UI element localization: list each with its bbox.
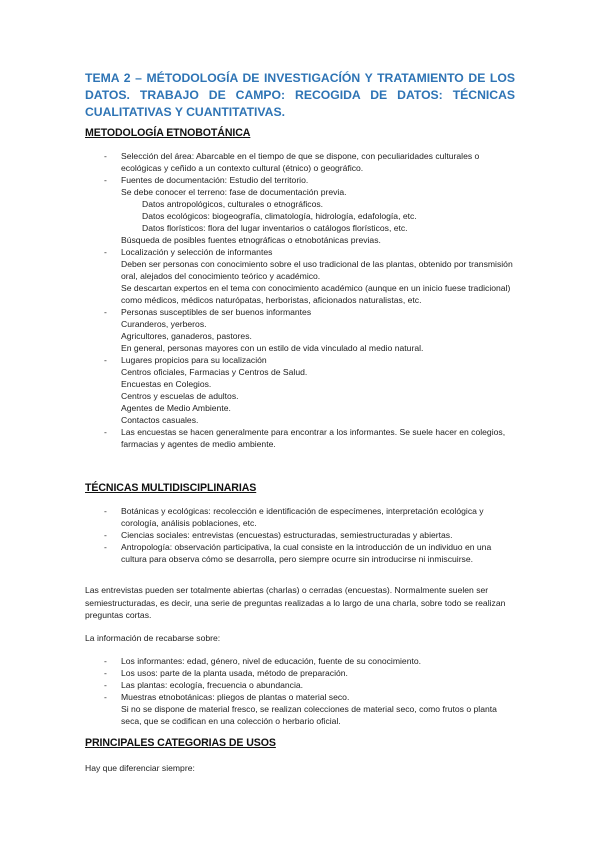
page-title: TEMA 2 – MÉTODOLOGÍA DE INVESTIGACÍÓN Y TRATAMIENTO DE LOS DATOS. TRABAJO DE CAMPO: RECOGIDA DE DATOS: TÉCNICAS CUALITATIVAS Y CUANTITATIVAS.	[85, 71, 515, 119]
list-dash: -	[104, 656, 107, 666]
list-item-text: Las encuestas se hacen generalmente para encontrar a los informantes. Se suele hacer en colegios, farmacias y agentes de medio ambiente.	[121, 427, 506, 449]
list-item-text: Personas susceptibles de ser buenos informantes	[121, 307, 312, 317]
list-item-text: Deben ser personas con conocimiento sobre el uso tradicional de las plantas, obtenido por transmisión oral, alejados del conocimiento teórico y académico.	[121, 259, 513, 281]
list-item-text: Los informantes: edad, género, nivel de educación, fuente de su conocimiento.	[121, 656, 422, 666]
list-dash: -	[104, 680, 107, 690]
list-dash: -	[104, 151, 107, 161]
list-item-text: Contactos casuales.	[121, 415, 199, 425]
section-heading-categorias: PRINCIPALES CATEGORIAS DE USOS	[85, 737, 276, 749]
list-item	[0, 691, 600, 727]
list-item-text: Ciencias sociales: entrevistas (encuestas) estructuradas, semiestructuradas y abiertas.	[121, 530, 453, 540]
list-item-text: Localización y selección de informantes	[121, 247, 273, 257]
list-item-continuation	[0, 234, 600, 246]
list-item-text: En general, personas mayores con un estilo de vida vinculado al medio natural.	[121, 343, 424, 353]
list-item	[0, 246, 600, 306]
list-item-text: Búsqueda de posibles fuentes etnográficas o etnobotánicas previas.	[121, 235, 381, 245]
list-dash: -	[104, 307, 107, 317]
list-dash: -	[104, 506, 107, 516]
list-item-text: Selección del área: Abarcable en el tiempo de que se dispone, con peculiaridades culturales o ecológicas y ceñido a un contexto cultural (étnico) o geográfico.	[121, 151, 480, 173]
sub-list-item: Datos florísticos: flora del lugar inventarios o catálogos florísticos, etc.	[142, 223, 408, 233]
list-item-text: Si no se dispone de material fresco, se realizan colecciones de material seco, como frutos o planta seca, que se codifican en una colección o herbario oficial.	[121, 704, 497, 726]
paragraph-entrevistas: Las entrevistas pueden ser totalmente abiertas (charlas) o cerradas (encuestas). Normalmente suelen ser semiestructuradas, es decir, una serie de preguntas realizadas a lo largo de una charla, sobre todo se realizan preguntas cortas.	[85, 585, 506, 620]
list-item-text: Los usos: parte de la planta usada, método de preparación.	[121, 668, 348, 678]
list-dash: -	[104, 668, 107, 678]
list-item-text: Curanderos, yerberos.	[121, 319, 207, 329]
list-item	[0, 541, 600, 565]
list-item	[0, 354, 600, 426]
list-item-text: Botánicas y ecológicas: recolección e identificación de especímenes, interpretación ecológica y corología, análisis poblaciones, etc.	[121, 506, 484, 528]
list-item-text: Agentes de Medio Ambiente.	[121, 403, 231, 413]
list-item-text: Las plantas: ecología, frecuencia o abundancia.	[121, 680, 304, 690]
list-dash: -	[104, 355, 107, 365]
list-item-text: Centros oficiales, Farmacias y Centros de Salud.	[121, 367, 308, 377]
list-dash: -	[104, 427, 107, 437]
list-item-text: Centros y escuelas de adultos.	[121, 391, 239, 401]
list-item	[0, 426, 600, 450]
list-item	[0, 655, 600, 667]
list-item-text: Lugares propicios para su localización	[121, 355, 267, 365]
list-item	[0, 667, 600, 679]
list-item	[0, 529, 600, 541]
list-item-text: Se debe conocer el terreno: fase de documentación previa.	[121, 187, 347, 197]
list-dash: -	[104, 530, 107, 540]
list-item-text: Agricultores, ganaderos, pastores.	[121, 331, 252, 341]
list-item	[0, 174, 600, 198]
list-dash: -	[104, 175, 107, 185]
sub-list-item: Datos ecológicos: biogeografía, climatología, hidrología, edafología, etc.	[142, 211, 417, 221]
list-dash: -	[104, 692, 107, 702]
section1-list	[0, 150, 600, 450]
section2-list-2	[0, 655, 600, 727]
list-item	[0, 306, 600, 354]
paragraph-informacion: La información de recabarse sobre:	[85, 633, 221, 643]
list-dash: -	[104, 247, 107, 257]
sub-list-item: Datos antropológicos, culturales o etnográficos.	[142, 199, 324, 209]
list-item-text: Antropología: observación participativa, la cual consiste en la introducción de un individuo en una cultura para observa cómo se desarrolla, pero siempre ocurre sin introducirse ni inmiscuirse.	[121, 542, 492, 564]
list-item-text: Muestras etnobotánicas: pliegos de plantas o material seco.	[121, 692, 350, 702]
list-item-text: Fuentes de documentación: Estudio del territorio.	[121, 175, 309, 185]
list-item	[0, 150, 600, 174]
section-heading-metodologia: METODOLOGÍA ETNOBOTÁNICA	[85, 127, 251, 139]
paragraph-diferenciar: Hay que diferenciar siempre:	[85, 763, 195, 773]
section-heading-tecnicas: TÉCNICAS MULTIDISCIPLINARIAS	[85, 482, 257, 494]
list-item-text: Se descartan expertos en el tema con conocimiento académico (aunque en un inicio fuese tradicional) como médicos, médicos naturópatas, herboristas, aficionados naturalistas, etc.	[121, 283, 511, 305]
section2-list	[0, 505, 600, 565]
list-item	[0, 505, 600, 529]
list-dash: -	[104, 542, 107, 552]
list-item	[0, 679, 600, 691]
list-item-text: Encuestas en Colegios.	[121, 379, 212, 389]
